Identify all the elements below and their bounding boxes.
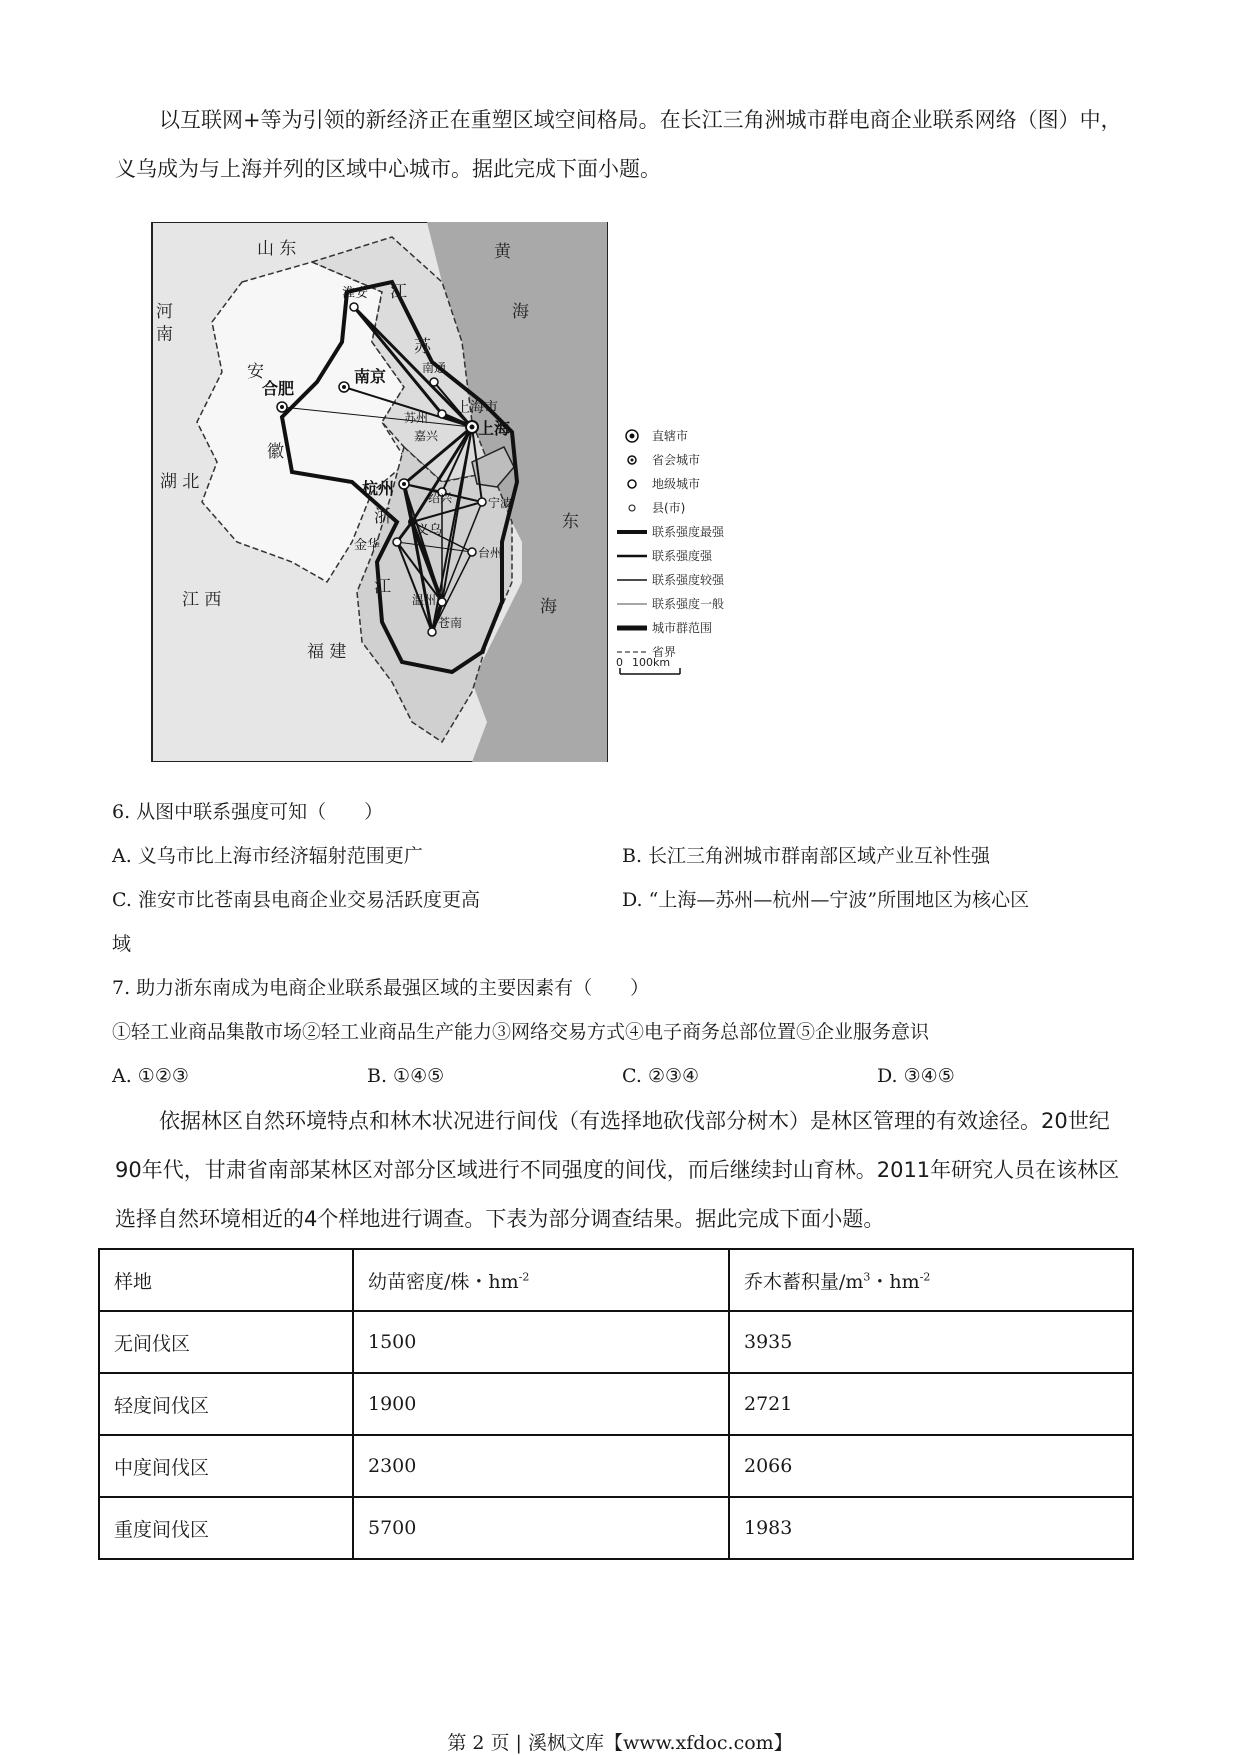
legend-label-link-normal: 联系强度一般 <box>652 597 725 611</box>
table-row <box>99 1311 1133 1373</box>
legend-symbol-county <box>629 505 635 511</box>
scale-zero: 0 <box>616 656 623 669</box>
header-plot: 样地 <box>99 1249 353 1311</box>
q7-option-b: B. ①④⑤ <box>367 1065 445 1087</box>
cell-seedling: 2300 <box>353 1435 729 1497</box>
legend-label-link-strong: 联系强度强 <box>652 549 713 563</box>
label-hangzhou: 杭州 <box>362 479 395 498</box>
label-yellow-sea-2: 海 <box>512 302 529 322</box>
page-footer: 第 2 页 | 溪枫文库【www.xfdoc.com】 <box>447 1732 793 1754</box>
label-shanghai: 上海 <box>478 419 511 438</box>
q6-stem: 6. 从图中联系强度可知（ ） <box>112 801 384 823</box>
q6-option-a: A. 义乌市比上海市经济辐射范围更广 <box>112 845 423 867</box>
label-ningbo: 宁波 <box>488 496 513 510</box>
cell-seedling: 5700 <box>353 1497 729 1559</box>
label-anhui-2: 徽 <box>267 442 284 462</box>
q7-option-a: A. ①②③ <box>112 1065 189 1087</box>
cell-volume: 3935 <box>729 1311 1133 1373</box>
label-anhui-1: 安 <box>247 362 264 382</box>
legend-label-cluster-boundary: 城市群范围 <box>652 621 713 635</box>
map-legend <box>616 428 725 674</box>
legend-label-prefecture-city: 地级城市 <box>652 477 701 491</box>
label-yellow-sea-1: 黄 <box>494 242 511 262</box>
legend-label-link-strongest: 联系强度最强 <box>652 525 725 539</box>
marker-suzhou <box>438 410 446 418</box>
label-suzhou: 苏州 <box>404 411 429 425</box>
marker-taizhou <box>468 548 476 556</box>
table-row <box>99 1497 1133 1559</box>
table-header-row <box>99 1249 1133 1311</box>
legend-label-provincial-capital: 省会城市 <box>652 453 701 467</box>
label-nantong: 南通 <box>422 361 447 375</box>
label-jiangxi: 江 西 <box>182 590 222 610</box>
label-east-sea-1: 东 <box>562 512 579 532</box>
cell-plot: 轻度间伐区 <box>99 1373 353 1435</box>
map-figure <box>142 222 802 762</box>
q7-stem: 7. 助力浙东南成为电商企业联系最强区域的主要因素有（ ） <box>112 977 650 999</box>
header-tree-volume: 乔木蓄积量$/m^3$・$hm^{-2}$ <box>729 1249 1133 1311</box>
q6-option-d-wrap: 域 <box>112 933 132 955</box>
label-jiangsu-1: 江 <box>390 282 407 302</box>
q7-option-d: D. ③④⑤ <box>877 1065 955 1087</box>
label-east-sea-2: 海 <box>540 597 557 617</box>
label-yiwu: 义乌 <box>416 523 443 538</box>
q7-option-c: C. ②③④ <box>622 1065 700 1087</box>
label-nanjing: 南京 <box>354 367 387 386</box>
label-fujian: 福 建 <box>307 642 347 662</box>
cell-plot: 重度间伐区 <box>99 1497 353 1559</box>
intro-paragraph-2: 依据林区自然环境特点和林木状况进行间伐（有选择地砍伐部分树木）是林区管理的有效途径。20世纪90年代，甘肃省南部某林区对部分区域进行不同强度的间伐，而后继续封山育林。2011年研究人员在该林区选择自然环境相近的4个样地进行调查。下表为部分调查结果。据此完成下面小题。 <box>115 1109 1120 1231</box>
table-row <box>99 1373 1133 1435</box>
label-wenzhou: 温州 <box>412 593 437 607</box>
label-jinhua: 金华 <box>354 538 381 553</box>
q6-option-d: D. “上海—苏州—杭州—宁波”所围地区为核心区 <box>622 889 1030 911</box>
label-hefei: 合肥 <box>262 379 295 398</box>
cell-plot: 无间伐区 <box>99 1311 353 1373</box>
header-seedling-density: 幼苗密度/株・$hm^{-2}$ <box>353 1249 729 1311</box>
marker-wenzhou <box>438 598 446 606</box>
marker-cangnan <box>428 628 436 636</box>
q7-factors: ①轻工业商品集散市场②轻工业商品生产能力③网络交易方式④电子商务总部位置⑤企业服务意识 <box>112 1021 930 1043</box>
marker-yiwu <box>408 518 416 526</box>
legend-label-county: 县(市) <box>652 501 686 515</box>
label-taizhou: 台州 <box>478 546 503 560</box>
label-zhejiang-1: 浙 <box>374 507 391 527</box>
legend-label-province-boundary: 省界 <box>652 645 677 659</box>
cell-volume: 1983 <box>729 1497 1133 1559</box>
table-row <box>99 1435 1133 1497</box>
cell-volume: 2066 <box>729 1435 1133 1497</box>
survey-table <box>98 1248 1134 1560</box>
marker-nantong <box>430 378 438 386</box>
label-henan-1: 河 南 <box>152 302 172 342</box>
label-hubei: 湖 北 <box>160 472 200 492</box>
label-cangnan: 苍南 <box>438 616 463 630</box>
marker-huaian <box>350 303 358 311</box>
yangtze-delta-map <box>142 222 802 762</box>
cell-seedling: 1500 <box>353 1311 729 1373</box>
cell-plot: 中度间伐区 <box>99 1435 353 1497</box>
q6-option-b: B. 长江三角洲城市群南部区域产业互补性强 <box>622 845 991 867</box>
label-huaian: 淮安 <box>342 286 369 301</box>
label-zhejiang-2: 江 <box>374 577 391 597</box>
legend-label-link-fairly-strong: 联系强度较强 <box>652 573 725 587</box>
label-shandong: 山 东 <box>257 239 297 259</box>
cell-seedling: 1900 <box>353 1373 729 1435</box>
label-jiaxing: 嘉兴 <box>414 429 439 443</box>
label-shaoxing: 绍兴 <box>428 491 453 505</box>
cell-volume: 2721 <box>729 1373 1133 1435</box>
label-shanghai-city: 上海市 <box>456 400 498 416</box>
label-jiangsu-2: 苏 <box>414 337 431 357</box>
legend-label-municipality: 直辖市 <box>652 429 689 443</box>
q6-option-c: C. 淮安市比苍南县电商企业交易活跃度更高 <box>112 889 480 911</box>
scale-label: 100km <box>632 656 671 669</box>
legend-symbol-prefecture-city <box>628 480 636 488</box>
marker-jinhua <box>393 538 401 546</box>
marker-ningbo <box>478 498 486 506</box>
intro-paragraph-1: 以互联网+等为引领的新经济正在重塑区域空间格局。在长江三角洲城市群电商企业联系网络（图）中，义乌成为与上海并列的区域中心城市。据此完成下面小题。 <box>115 108 1122 181</box>
